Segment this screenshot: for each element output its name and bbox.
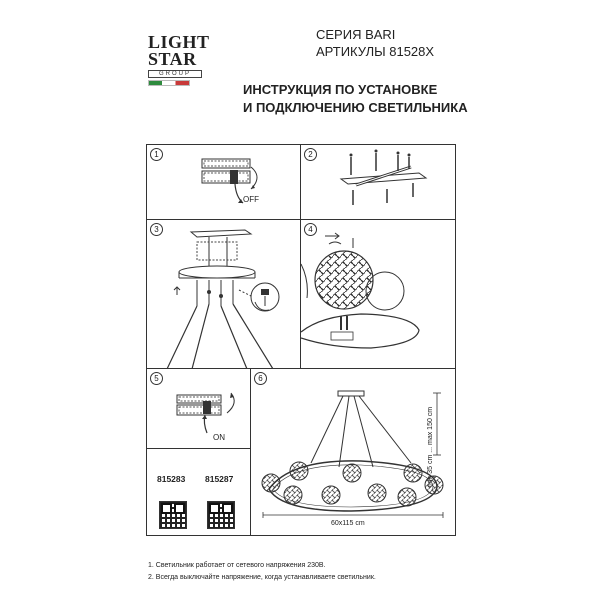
product-codes-panel (146, 448, 252, 536)
canopy-wiring-icon (147, 220, 301, 369)
notes-block (148, 560, 376, 584)
product-code-1: 815283 (157, 474, 186, 484)
chandelier-dimensions-diagram (251, 369, 455, 535)
step-1-number: 1 (150, 148, 163, 161)
breaker-off-icon (147, 145, 301, 220)
logo-line-3: GROUP (148, 70, 202, 78)
step-1-panel (146, 144, 302, 221)
series-block (316, 26, 434, 60)
on-label: ON (213, 433, 225, 442)
italian-flag-icon (148, 80, 190, 86)
note-1: 1. Светильник работает от сетевого напряжения 230В. (148, 562, 326, 569)
step-2-number: 2 (304, 148, 317, 161)
instruction-heading (243, 81, 468, 117)
mounting-bar-icon (301, 145, 455, 220)
glass-ball-icon (301, 220, 455, 369)
articles-title: АРТИКУЛЫ 81528X (316, 44, 435, 59)
logo-line-2: STAR (148, 49, 197, 69)
breaker-on-icon (147, 369, 251, 449)
step-4-panel (300, 219, 456, 370)
step-4-number: 4 (304, 223, 317, 236)
step-6-number: 6 (254, 372, 267, 385)
series-title: СЕРИЯ BARI (316, 27, 396, 42)
product-code-2: 815287 (205, 474, 234, 484)
step-5-number: 5 (150, 372, 163, 385)
logo-line-1: LIGHT (148, 32, 210, 52)
qr-code-icon (207, 501, 235, 529)
step-6-panel (250, 368, 456, 536)
instruction-line-1: ИНСТРУКЦИЯ ПО УСТАНОВКЕ (243, 82, 438, 97)
step-3-number: 3 (150, 223, 163, 236)
brand-logo (148, 34, 208, 104)
width-dimension-label: 60x115 cm (331, 520, 365, 527)
height-dimension-label: min 35 cm ... max 150 cm (427, 406, 434, 487)
instruction-line-2: И ПОДКЛЮЧЕНИЮ СВЕТИЛЬНИКА (243, 100, 468, 115)
step-2-panel (300, 144, 456, 221)
note-2: 2. Всегда выключайте напряжение, когда устанавливаете светильник. (148, 574, 376, 581)
step-5-panel (146, 368, 252, 450)
qr-code-icon (159, 501, 187, 529)
off-label: OFF (243, 195, 259, 204)
step-3-panel (146, 219, 302, 370)
